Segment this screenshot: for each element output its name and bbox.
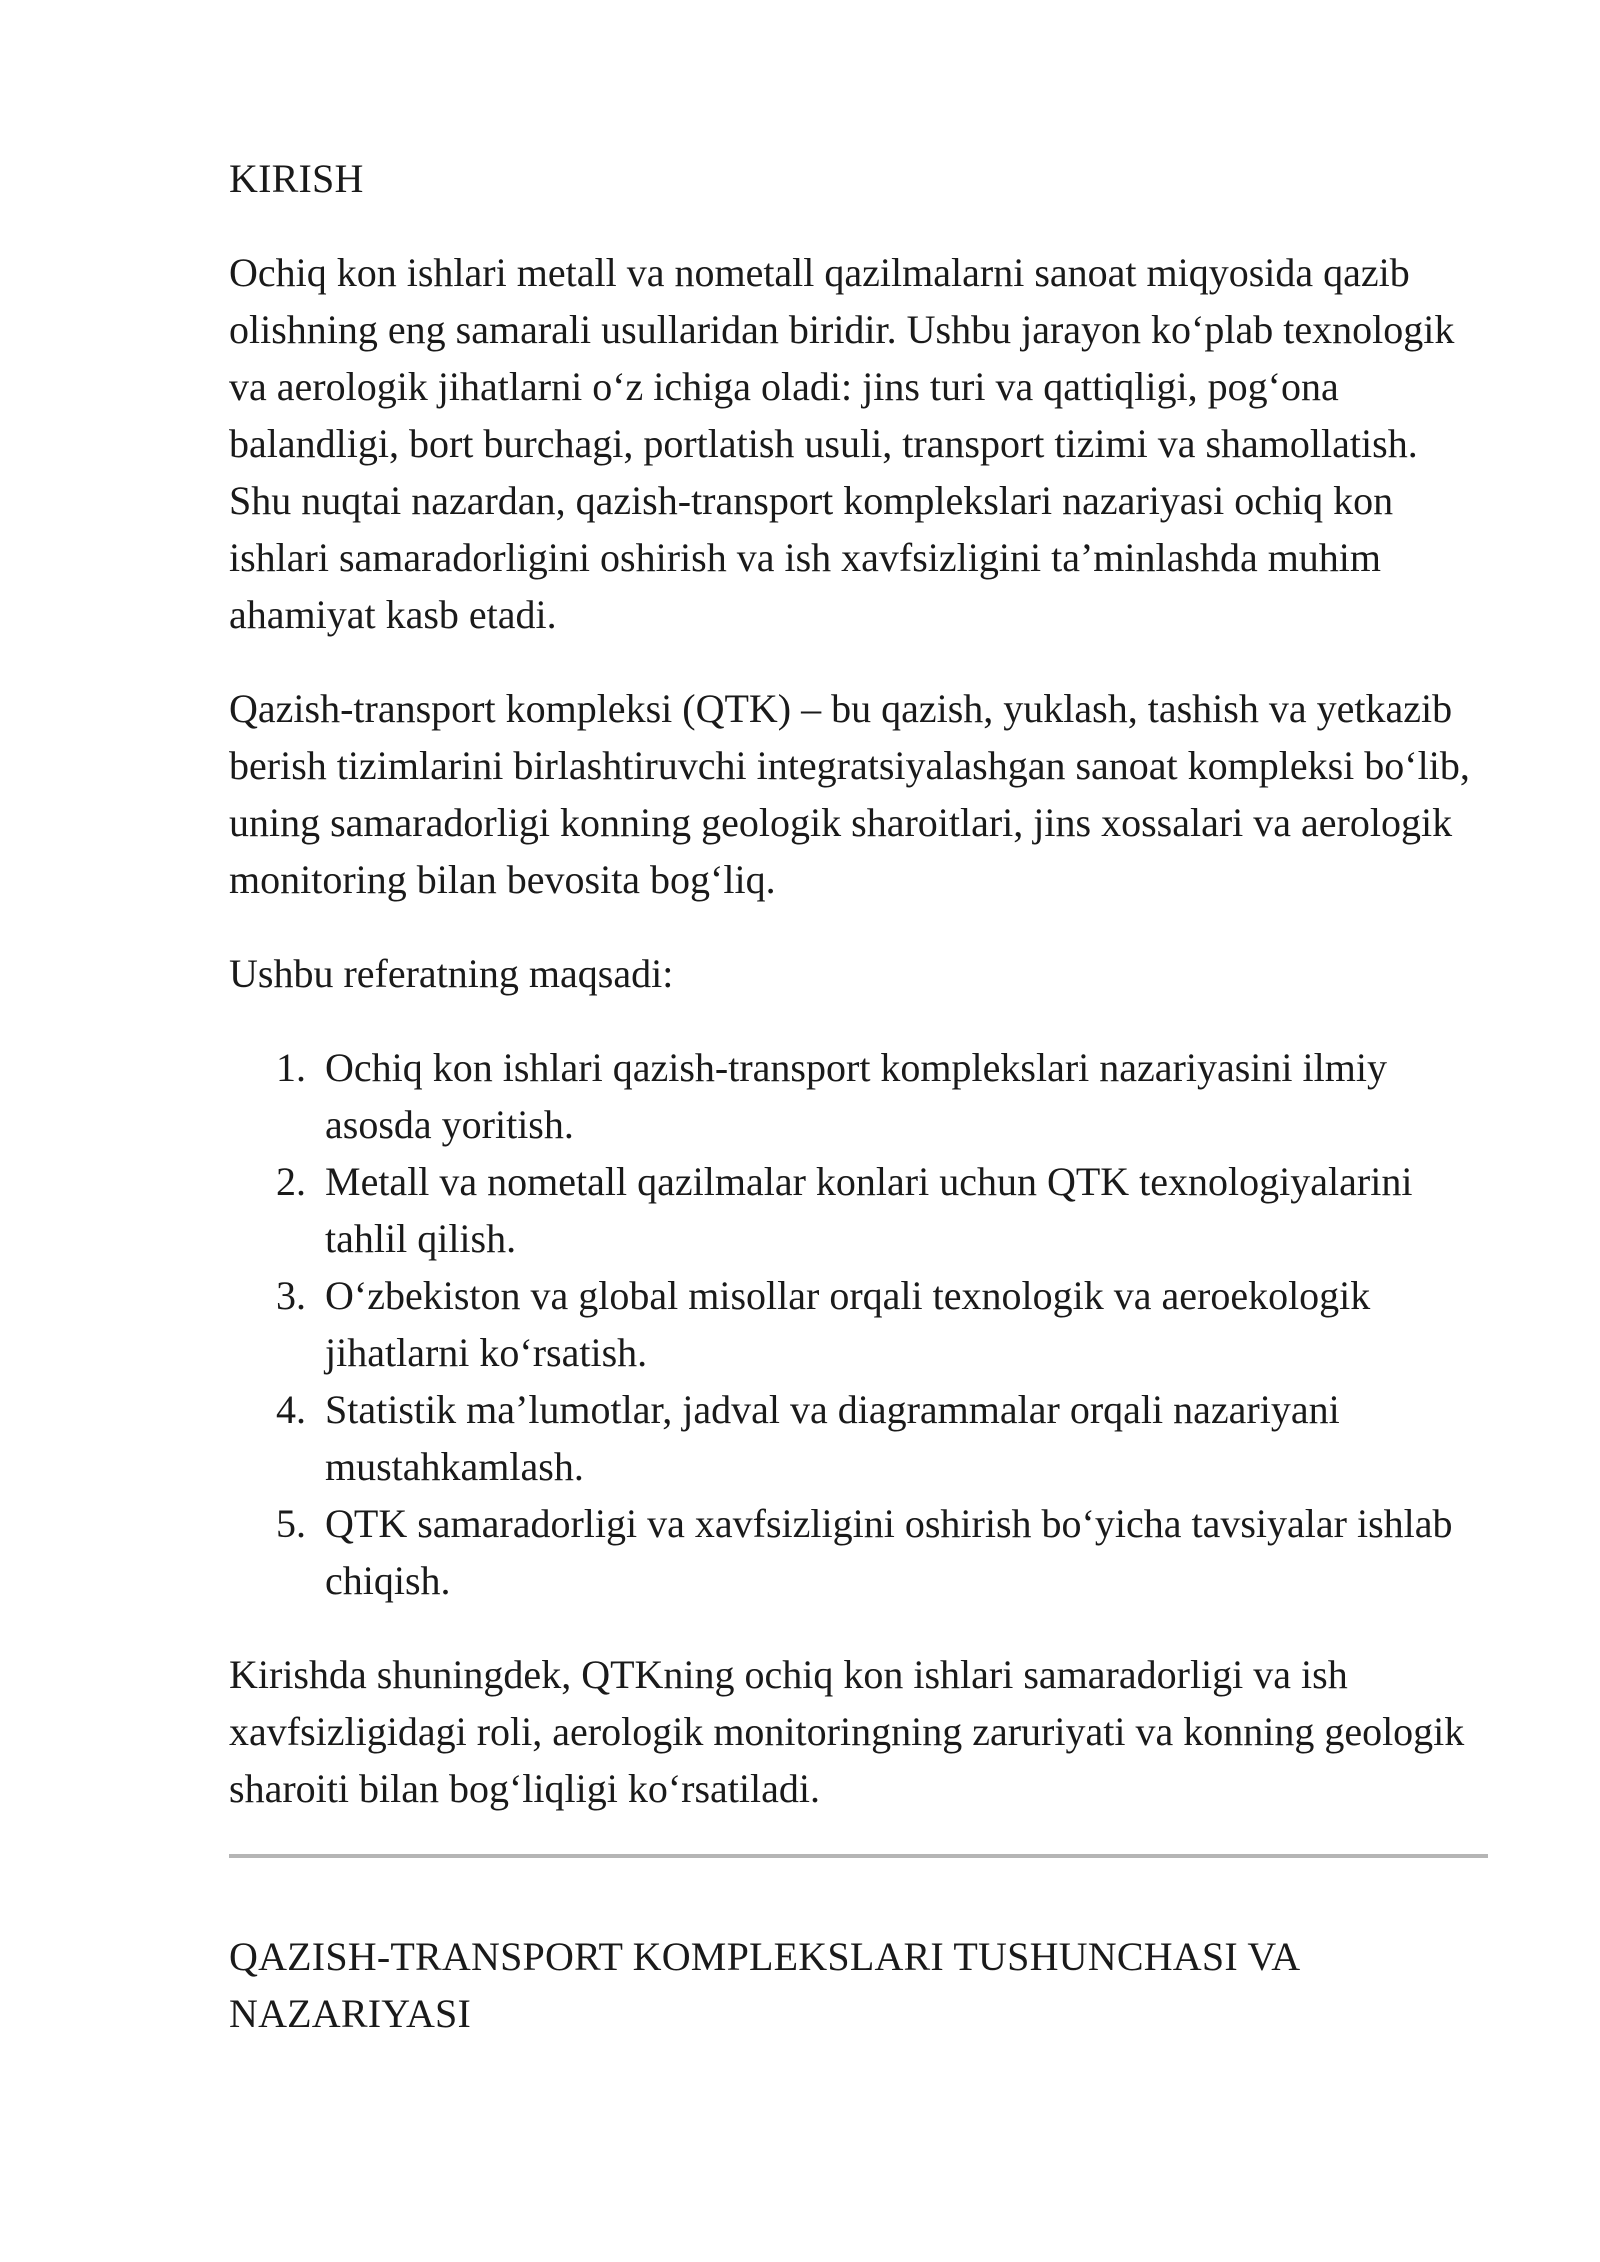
goal-item-5 (276, 1495, 1489, 1609)
section-divider (229, 1854, 1488, 1858)
goal-text: QTK samaradorligi va xavfsizligini oshirish bo‘yicha tavsiyalar ishlab chiqish. (325, 1501, 1453, 1603)
goal-item-3 (276, 1267, 1489, 1381)
goal-number: 4. (276, 1387, 306, 1432)
goal-item-4 (276, 1381, 1489, 1495)
goals-lead: Ushbu referatning maqsadi: (229, 951, 674, 996)
intro-paragraph-2: Qazish-transport kompleksi (QTK) – bu qazish, yuklash, tashish va yetkazib berish tizimlarini birlashtiruvchi integratsiyalashgan sanoat kompleksi bo‘lib, uning samaradorligi konning geologik sharoitlari, jins xossalari va aerologik monitoring bilan bevosita bog‘liq. (229, 686, 1470, 902)
intro-paragraph-3: Kirishda shuningdek, QTKning ochiq kon ishlari samaradorligi va ish xavfsizligidagi roli, aerologik monitoringning zaruriyati va konning geologik sharoiti bilan bog‘liqligi ko‘rsatiladi. (229, 1652, 1465, 1811)
goal-text: Ochiq kon ishlari qazish-transport komplekslari nazariyasini ilmiy asosda yoritish. (325, 1045, 1387, 1147)
intro-paragraph-1: Ochiq kon ishlari metall va nometall qazilmalarni sanoat miqyosida qazib olishning eng samarali usullaridan biridir. Ushbu jarayon ko‘plab texnologik va aerologik jihatlarni o‘z ichiga oladi: jins turi va qattiqligi, pog‘ona balandligi, bort burchagi, portlatish usuli, transport tizimi va shamollatish. Shu nuqtai nazardan, qazish-transport komplekslari nazariyasi ochiq kon ishlari samaradorligini oshirish va ish xavfsizligini ta’minlashda muhim ahamiyat kasb etadi. (229, 250, 1455, 637)
goal-number: 5. (276, 1501, 306, 1546)
goal-text: Statistik ma’lumotlar, jadval va diagrammalar orqali nazariyani mustahkamlash. (325, 1387, 1340, 1489)
document-page (229, 150, 1489, 2042)
goal-item-2 (276, 1153, 1489, 1267)
goal-number: 1. (276, 1045, 306, 1090)
goals-list (229, 1039, 1489, 1609)
section-2-heading: QAZISH-TRANSPORT KOMPLEKSLARI TUSHUNCHASI VA NAZARIYASI (229, 1934, 1299, 2036)
goal-text: O‘zbekiston va global misollar orqali texnologik va aeroekologik jihatlarni ko‘rsatish. (325, 1273, 1371, 1375)
goal-number: 3. (276, 1273, 306, 1318)
goal-number: 2. (276, 1159, 306, 1204)
goal-text: Metall va nometall qazilmalar konlari uchun QTK texnologiyalarini tahlil qilish. (325, 1159, 1413, 1261)
goal-item-1 (276, 1039, 1489, 1153)
intro-heading: KIRISH (229, 156, 364, 201)
